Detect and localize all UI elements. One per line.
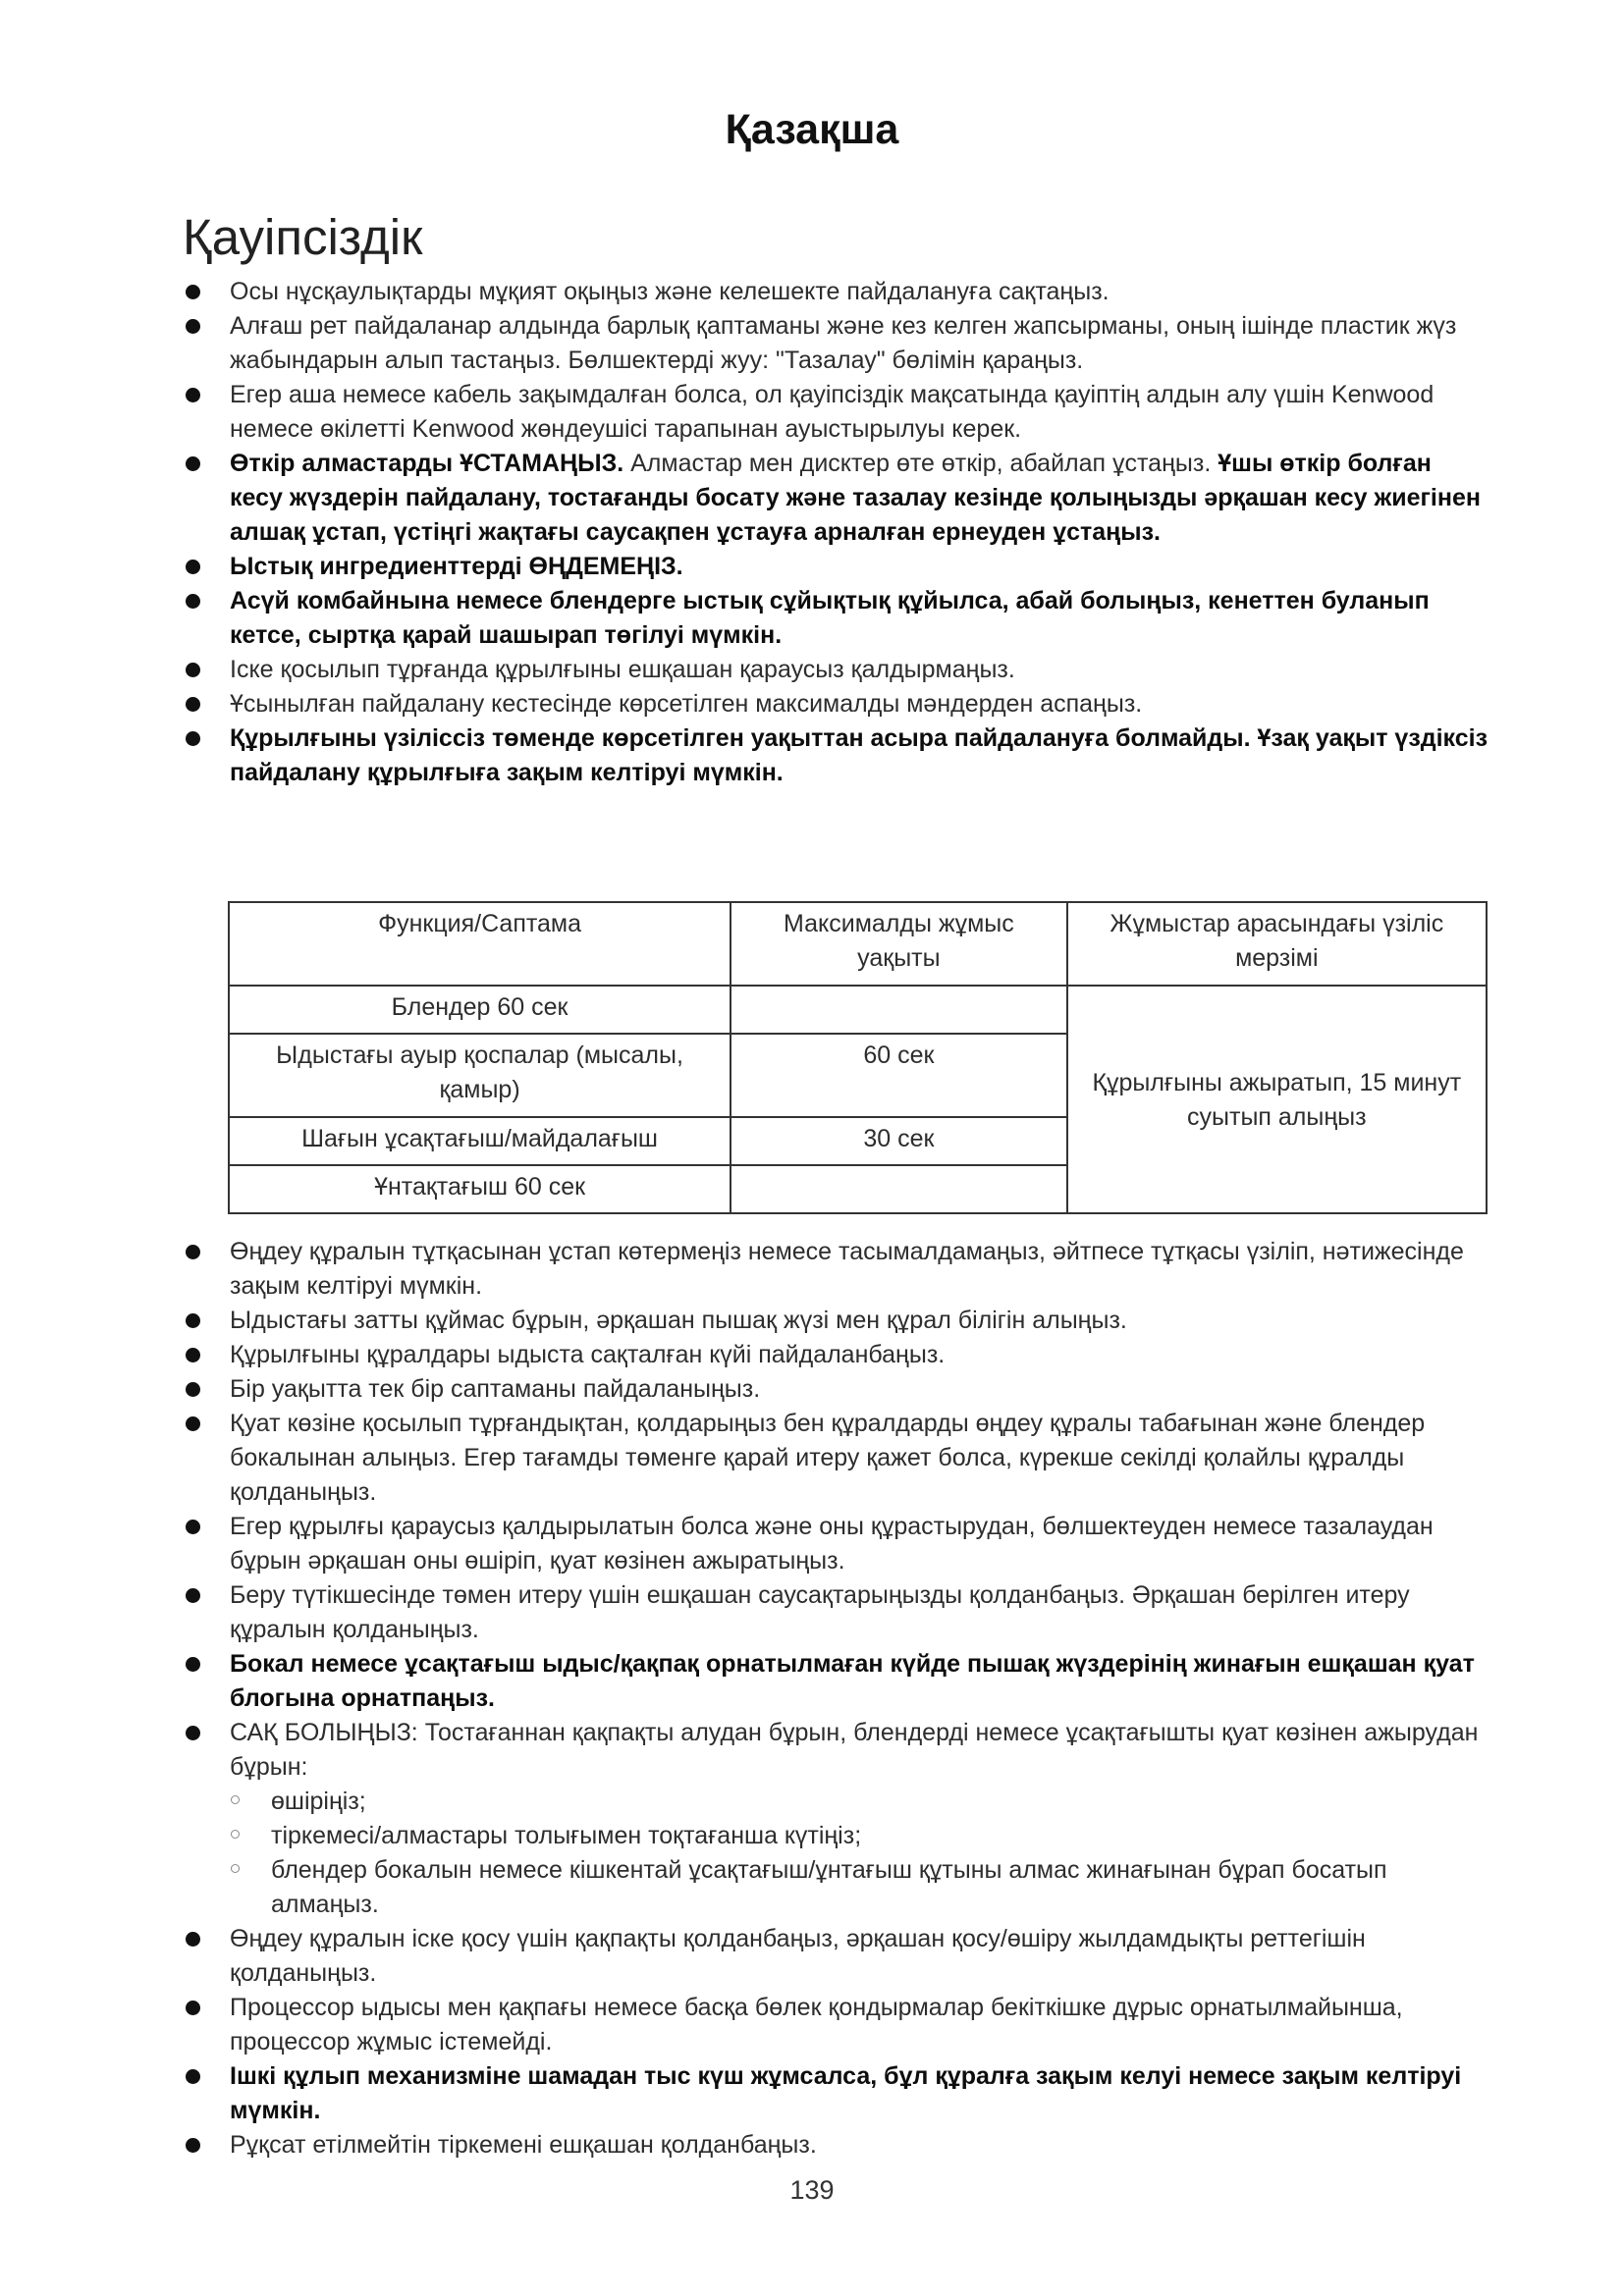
bullet-icon (186, 1726, 200, 1740)
list-item (183, 550, 1489, 584)
item-text: Құрылғыны құралдары ыдыста сақталған күйі пайдаланбаңыз. (230, 1341, 946, 1368)
list-item (183, 584, 1489, 653)
bullet-icon (186, 731, 200, 746)
table-cell-max-time: 30 сек (731, 1117, 1067, 1165)
list-item (183, 1304, 1489, 1338)
item-text: Егер құрылғы қараусыз қалдырылатын болса және оны құрастырудан, бөлшектеуден немесе тазалаудан бұрын әрқашан оны өшіріп, қуат көзінен ажыратыңыз. (230, 1513, 1434, 1575)
item-text: Процессор ыдысы мен қақпағы немесе басқа бөлек қондырмалар бекіткішке дұрыс орнатылмайынша, процессор жұмыс істемейді. (230, 1994, 1403, 2056)
bullet-icon (186, 1416, 200, 1431)
item-text: Өңдеу құралын тұтқасынан ұстап көтермеңіз немесе тасымалдамаңыз, әйтпесе тұтқасы үзіліп, нәтижесінде зақым келтіруі мүмкін. (230, 1238, 1464, 1300)
table-cell-max-time (731, 986, 1067, 1034)
list-item (183, 1578, 1489, 1647)
page-number: 139 (789, 2175, 835, 2205)
bullet-icon (186, 319, 200, 334)
table-cell-max-time (731, 1165, 1067, 1213)
circle-bullet-icon (231, 1864, 240, 1873)
sub-item-text: өшіріңіз; (271, 1788, 366, 1815)
list-item (183, 447, 1489, 550)
bullet-icon (186, 1588, 200, 1603)
item-text: Бір уақытта тек бір саптаманы пайдаланыңыз. (230, 1375, 761, 1403)
item-text: Алмастар мен дисктер өте өткір, абайлап ұстаңыз. (623, 450, 1212, 477)
bullet-icon (186, 388, 200, 402)
bullet-icon (186, 2138, 200, 2153)
bullet-icon (186, 1932, 200, 1947)
list-item (183, 1338, 1489, 1372)
sub-item-text: тіркемесі/алмастары толығымен тоқтағанша күтіңіз; (271, 1822, 862, 1849)
bullet-icon (186, 1348, 200, 1362)
list-item (183, 1991, 1489, 2059)
table-header-cell: Функция/Саптама (229, 902, 731, 986)
list-item (183, 378, 1489, 447)
item-text: Рұқсат етілмейтін тіркемені ешқашан қолданбаңыз. (230, 2131, 817, 2159)
item-bold-text: Ішкі құлып механизміне шамадан тыс күш жұмсалса, бұл құралға зақым келуі немесе зақым келтіруі мүмкін. (230, 2062, 1462, 2124)
table-cell-function: Шағын ұсақтағыш/майдалағыш (229, 1117, 731, 1165)
list-item (183, 687, 1489, 721)
table-cell-function: Ұнтақтағыш 60 сек (229, 1165, 731, 1213)
bullet-icon (186, 2001, 200, 2015)
bullet-icon (186, 663, 200, 677)
table-header-cell: Максималды жұмыс уақыты (731, 902, 1067, 986)
bullet-icon (186, 1657, 200, 1672)
list-item (183, 721, 1489, 790)
table-header-cell: Жұмыстар арасындағы үзіліс мерзімі (1067, 902, 1487, 986)
table-row (229, 986, 1487, 1034)
sub-list-item (183, 1785, 1489, 1819)
table-cell-rest-period: Құрылғыны ажыратып, 15 минут суытып алыңыз (1067, 986, 1487, 1213)
item-text: Осы нұсқаулықтарды мұқият оқыңыз және келешекте пайдалануға сақтаңыз. (230, 278, 1110, 305)
bullet-icon (186, 456, 200, 471)
list-item (183, 309, 1489, 378)
bullet-icon (186, 560, 200, 574)
list-item (183, 275, 1489, 309)
bullet-icon (186, 1382, 200, 1397)
list-item (183, 1407, 1489, 1510)
bullet-icon (186, 2069, 200, 2084)
sub-list-item (183, 1853, 1489, 1922)
table-cell-function: Ыдыстағы ауыр қоспалар (мысалы, қамыр) (229, 1034, 731, 1117)
item-text: САҚ БОЛЫҢЫЗ: Тостағаннан қақпақты алудан бұрын, блендерді немесе ұсақтағышты қуат көзінен ажырудан бұрын: (230, 1719, 1479, 1781)
list-item (183, 2059, 1489, 2128)
sub-list-item (183, 1819, 1489, 1853)
usage-table (228, 901, 1488, 1214)
item-bold-text: Өткір алмастарды ҰСТАМАҢЫЗ. (230, 450, 624, 477)
bullet-icon (186, 285, 200, 299)
circle-bullet-icon (231, 1830, 240, 1839)
circle-bullet-icon (231, 1795, 240, 1804)
item-bold-text: Құрылғыны үзіліссіз төменде көрсетілген уақыттан асыра пайдалануға болмайды. Ұзақ уақыт үздіксіз пайдалану құрылғыға зақым келтіруі мүмкін. (230, 724, 1489, 786)
list-item (183, 1235, 1489, 1304)
item-text: Ұсынылған пайдалану кестесінде көрсетілген максималды мәндерден аспаңыз. (230, 690, 1143, 718)
item-text: Ыдыстағы затты құймас бұрын, әрқашан пышақ жүзі мен құрал білігін алыңыз. (230, 1307, 1127, 1334)
bullet-icon (186, 697, 200, 712)
bullet-icon (186, 1245, 200, 1259)
item-text: Өңдеу құралын іске қосу үшін қақпақты қолданбаңыз, әрқашан қосу/өшіру жылдамдықты реттегішін қолданыңыз. (230, 1925, 1366, 1987)
section-title: Қауіпсіздік (183, 209, 423, 265)
item-text: Беру түтікшесінде төмен итеру үшін ешқашан саусақтарыңызды қолданбаңыз. Әрқашан берілген итеру құралын қолданыңыз. (230, 1581, 1410, 1643)
item-bold-text: Ұшы өткір болған кесу жүздерін пайдалану, тостағанды босату және тазалау кезінде қолыңызды әрқашан кесу жиегінен алшақ ұстап, үстіңгі жақтағы саусақпен ұстауға арналған ернеуден ұстаңыз. (230, 450, 1481, 546)
table-cell-function: Блендер 60 сек (229, 986, 731, 1034)
list-item (183, 1372, 1489, 1407)
list-item (183, 1510, 1489, 1578)
list-item (183, 2128, 1489, 2163)
list-item (183, 1716, 1489, 1785)
list-item (183, 1922, 1489, 1991)
page-title: Қазақша (725, 106, 899, 153)
item-bold-text: Бокал немесе ұсақтағыш ыдыс/қақпақ орнатылмаған күйде пышақ жүздерінің жинағын ешқашан қуат блогына орнатпаңыз. (230, 1650, 1475, 1712)
list-item (183, 1647, 1489, 1716)
item-text: Іске қосылып тұрғанда құрылғыны ешқашан қараусыз қалдырмаңыз. (230, 656, 1015, 683)
item-text: Қуат көзіне қосылып тұрғандықтан, қолдарыңыз бен құралдарды өңдеу құралы табағынан және блендер бокалынан алыңыз. Егер тағамды төменге қарай итеру қажет болса, күрекше секілді қолайлы құралды қолданыңыз. (230, 1410, 1426, 1506)
item-text: Алғаш рет пайдаланар алдында барлық қаптаманы және кез келген жапсырманы, оның ішінде пластик жүз жабындарын алып тастаңыз. Бөлшектерді жуу: "Тазалау" бөлімін қараңыз. (230, 312, 1457, 374)
bullet-icon (186, 1313, 200, 1328)
safety-list-bottom (183, 1235, 1489, 2163)
item-bold-text: Асүй комбайнына немесе блендерге ыстық сұйықтық құйылса, абай болыңыз, кенеттен буланып кетсе, сыртқа қарай шашырап төгілуі мүмкін. (230, 587, 1430, 649)
bullet-icon (186, 594, 200, 609)
item-text: Егер аша немесе кабель зақымдалған болса, ол қауіпсіздік мақсатында қауіптің алдын алу үшін Kenwood немесе өкілетті Kenwood жөндеушісі тарапынан ауыстырылуы керек. (230, 381, 1435, 443)
table-header-row (229, 902, 1487, 986)
sub-item-text: блендер бокалын немесе кішкентай ұсақтағыш/ұнтағыш құтыны алмас жинағынан бұрап босатып алмаңыз. (271, 1856, 1387, 1918)
table-cell-max-time: 60 сек (731, 1034, 1067, 1117)
bullet-icon (186, 1520, 200, 1534)
list-item (183, 653, 1489, 687)
safety-list-top (183, 275, 1489, 790)
item-bold-text: Ыстық ингредиенттерді ӨҢДЕМЕҢІЗ. (230, 553, 683, 580)
